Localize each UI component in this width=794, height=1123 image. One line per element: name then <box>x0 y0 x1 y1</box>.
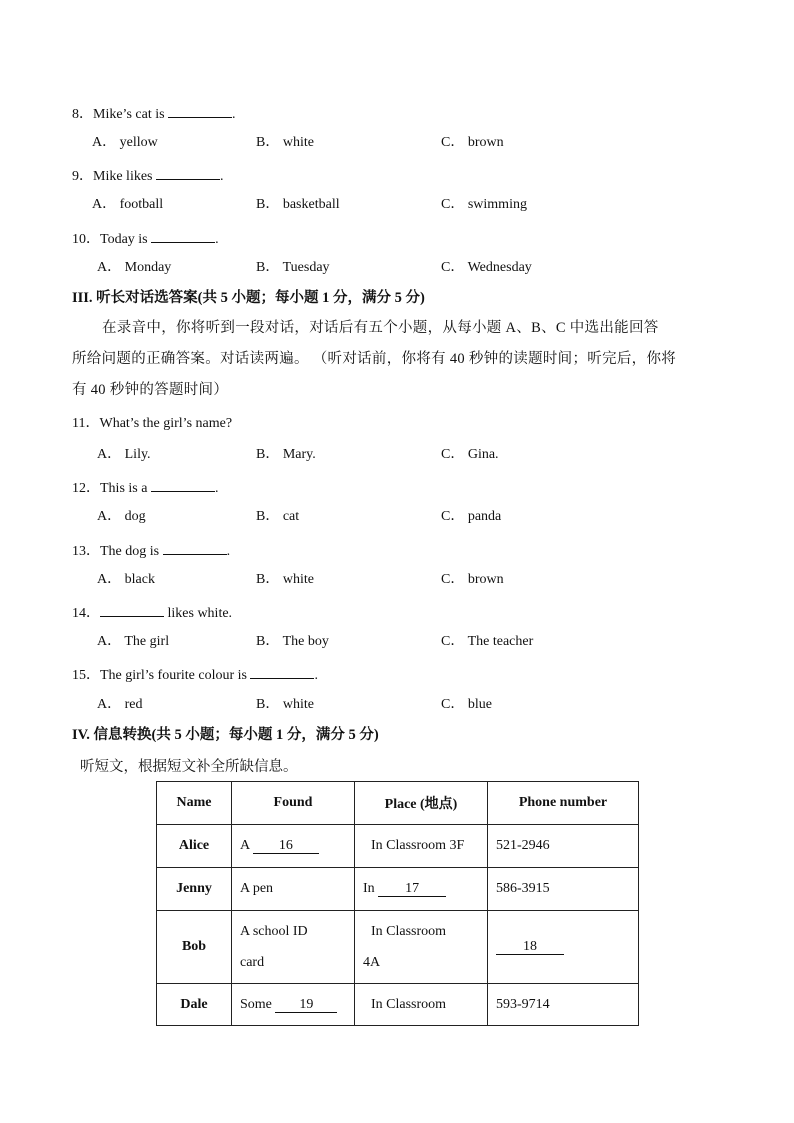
option-b[interactable]: B． white <box>256 697 314 712</box>
name-cell: Alice <box>157 825 232 868</box>
question-number: 8． <box>72 107 93 122</box>
question-number: 10． <box>72 232 100 247</box>
option-c[interactable]: C． blue <box>441 697 492 712</box>
option-b[interactable]: B． white <box>256 135 314 150</box>
question-text: Today is <box>100 232 148 247</box>
answer-blank[interactable] <box>100 602 164 617</box>
column-header: Name <box>157 782 232 825</box>
table-row <box>157 825 639 868</box>
section-3-instructions <box>72 313 732 406</box>
instruction-line: 在录音中，你将听到一段对话，对话后有五个小题，从每小题 A、B、C 中选出能回答 <box>102 320 659 336</box>
question-tail: . <box>232 107 236 122</box>
question-tail: . <box>220 169 224 184</box>
section-4-heading: IV. 信息转换(共 5 小题；每小题 1 分，满分 5 分) <box>72 727 379 743</box>
option-b[interactable]: B． basketball <box>256 197 340 212</box>
name-cell: Bob <box>157 911 232 984</box>
place-cell: In 17 <box>355 868 488 911</box>
question-13-stem: 13．The dog is . <box>72 540 230 561</box>
option-a[interactable]: A． The girl <box>97 634 170 649</box>
answer-blank[interactable] <box>250 664 314 679</box>
option-b[interactable]: B． Tuesday <box>256 260 330 275</box>
question-9-stem <box>72 165 224 186</box>
place-cell: In Classroom 3F <box>355 825 488 868</box>
table-row <box>157 911 639 984</box>
phone-cell: 521-2946 <box>488 825 639 868</box>
column-header: Phone number <box>488 782 639 825</box>
name-cell: Jenny <box>157 868 232 911</box>
name-cell: Dale <box>157 984 232 1026</box>
found-cell: Some 19 <box>232 984 355 1026</box>
option-c[interactable]: C． panda <box>441 509 502 524</box>
question-15-stem: 15．The girl’s fourite colour is . <box>72 664 318 685</box>
answer-blank[interactable] <box>156 165 220 180</box>
table-row <box>157 984 639 1026</box>
question-10-stem <box>72 228 219 249</box>
column-header: Place (地点) <box>355 782 488 825</box>
question-text: Mike’s cat is <box>93 107 165 122</box>
instruction-line: 所给问题的正确答案。对话读两遍。 （听对话前，你将有 40 秒钟的读题时间；听完后，你将 <box>72 351 677 367</box>
question-number: 9． <box>72 169 93 184</box>
answer-blank[interactable] <box>168 103 232 118</box>
instruction-line: 有 40 秒钟的答题时间） <box>72 382 229 398</box>
option-c[interactable]: C． brown <box>441 135 504 150</box>
answer-blank[interactable] <box>151 228 215 243</box>
phone-cell <box>488 911 639 984</box>
option-c[interactable]: C． swimming <box>441 197 527 212</box>
option-a[interactable]: A． black <box>97 572 155 587</box>
option-b[interactable]: B． cat <box>256 509 300 524</box>
option-a[interactable]: A． Monday <box>97 260 172 275</box>
found-cell: A pen <box>232 868 355 911</box>
question-8-stem <box>72 103 236 124</box>
answer-blank[interactable]: 19 <box>275 997 337 1013</box>
option-c[interactable]: C． Wednesday <box>441 260 532 275</box>
section-4-instruction: 听短文，根据短文补全所缺信息。 <box>80 759 298 775</box>
info-table <box>156 781 639 1026</box>
answer-blank[interactable]: 17 <box>378 881 446 897</box>
option-a[interactable]: A． football <box>92 197 164 212</box>
option-a[interactable]: A． dog <box>97 509 146 524</box>
found-cell: A school ID card <box>232 911 355 984</box>
option-b[interactable]: B． Mary. <box>256 447 316 462</box>
section-3-heading: III. 听长对话选答案(共 5 小题；每小题 1 分，满分 5 分) <box>72 290 425 306</box>
answer-blank[interactable] <box>151 477 215 492</box>
table-header-row <box>157 782 639 825</box>
found-cell: A 16 <box>232 825 355 868</box>
place-cell: In Classroom 4A <box>355 911 488 984</box>
question-text: Mike likes <box>93 169 153 184</box>
option-b[interactable]: B． white <box>256 572 314 587</box>
column-header: Found <box>232 782 355 825</box>
question-12-stem: 12．This is a . <box>72 477 218 498</box>
option-a[interactable]: A． red <box>97 697 143 712</box>
option-c[interactable]: C． brown <box>441 572 504 587</box>
question-11-stem: 11．What’s the girl’s name? <box>72 416 233 431</box>
option-a[interactable]: A． yellow <box>92 135 158 150</box>
answer-blank[interactable] <box>163 540 227 555</box>
option-a[interactable]: A． Lily. <box>97 447 151 462</box>
option-b[interactable]: B． The boy <box>256 634 329 649</box>
answer-blank[interactable]: 16 <box>253 838 319 854</box>
option-c[interactable]: C． The teacher <box>441 634 534 649</box>
question-tail: . <box>215 232 219 247</box>
answer-blank[interactable]: 18 <box>496 939 564 955</box>
place-cell: In Classroom <box>355 984 488 1026</box>
question-14-stem: 14． likes white. <box>72 602 232 623</box>
phone-cell: 586-3915 <box>488 868 639 911</box>
phone-cell: 593-9714 <box>488 984 639 1026</box>
option-c[interactable]: C． Gina. <box>441 447 499 462</box>
table-row <box>157 868 639 911</box>
